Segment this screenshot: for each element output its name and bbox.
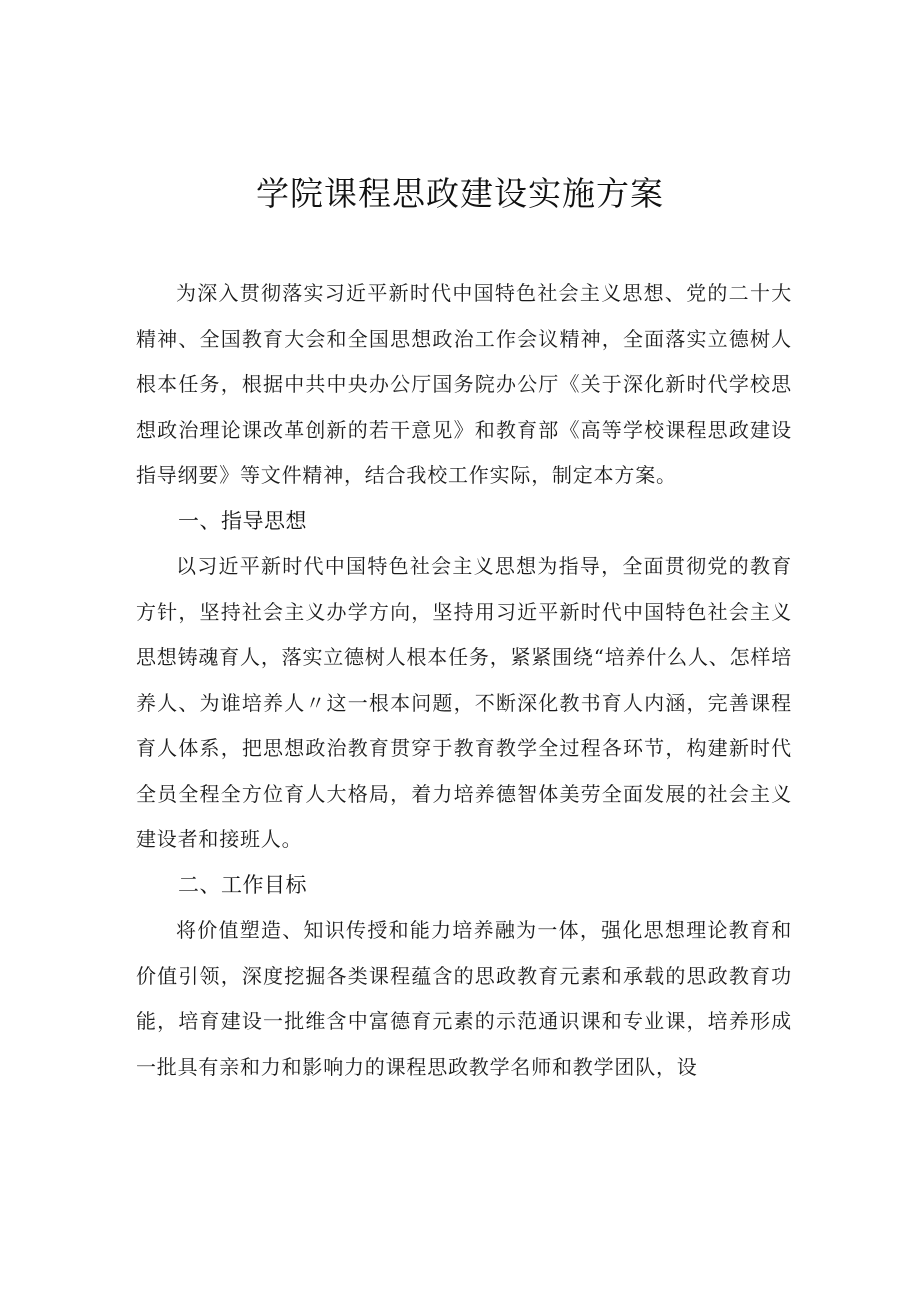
- intro-paragraph: 为深入贯彻落实习近平新时代中国特色社会主义思想、党的二十大精神、全国教育大会和全国思想政治工作会议精神，全面落实立德树人根本任务，根据中共中央办公厅国务院办公厅《关于深化新时代学校思想政治理论课改革创新的若干意见》和教育部《高等学校课程思政建设指导纲要》等文件精神，结合我校工作实际，制定本方案。: [136, 281, 792, 487]
- section-body-guiding-ideology: 以习近平新时代中国特色社会主义思想为指导，全面贯彻党的教育方针，坚持社会主义办学方向，坚持用习近平新时代中国特色社会主义思想铸魂育人，落实立德树人根本任务，紧紧围绕“培养什么人、怎样培养人、为谁培养人〃这一根本问题，不断深化教书育人内涵，完善课程育人体系，把思想政治教育贯穿于教育教学全过程各环节，构建新时代全员全程全方位育人大格局，着力培养德智体美劳全面发展的社会主义建设者和接班人。: [136, 554, 792, 851]
- document-title: 学院课程思政建设实施方案: [256, 174, 664, 213]
- section-heading-guiding-ideology: 一、指导思想: [178, 508, 307, 533]
- document-body: [136, 271, 792, 1090]
- section-heading-work-goals: 二、工作目标: [178, 872, 307, 897]
- section-body-work-goals: 将价值塑造、知识传授和能力培养融为一体，强化思想理论教育和价值引领，深度挖掘各类课程蕴含的思政教育元素和承载的思政教育功能，培育建设一批维含中富德育元素的示范通识课和专业课，培养形成一批具有亲和力和影响力的课程思政教学名师和教学团队，设: [136, 918, 792, 1079]
